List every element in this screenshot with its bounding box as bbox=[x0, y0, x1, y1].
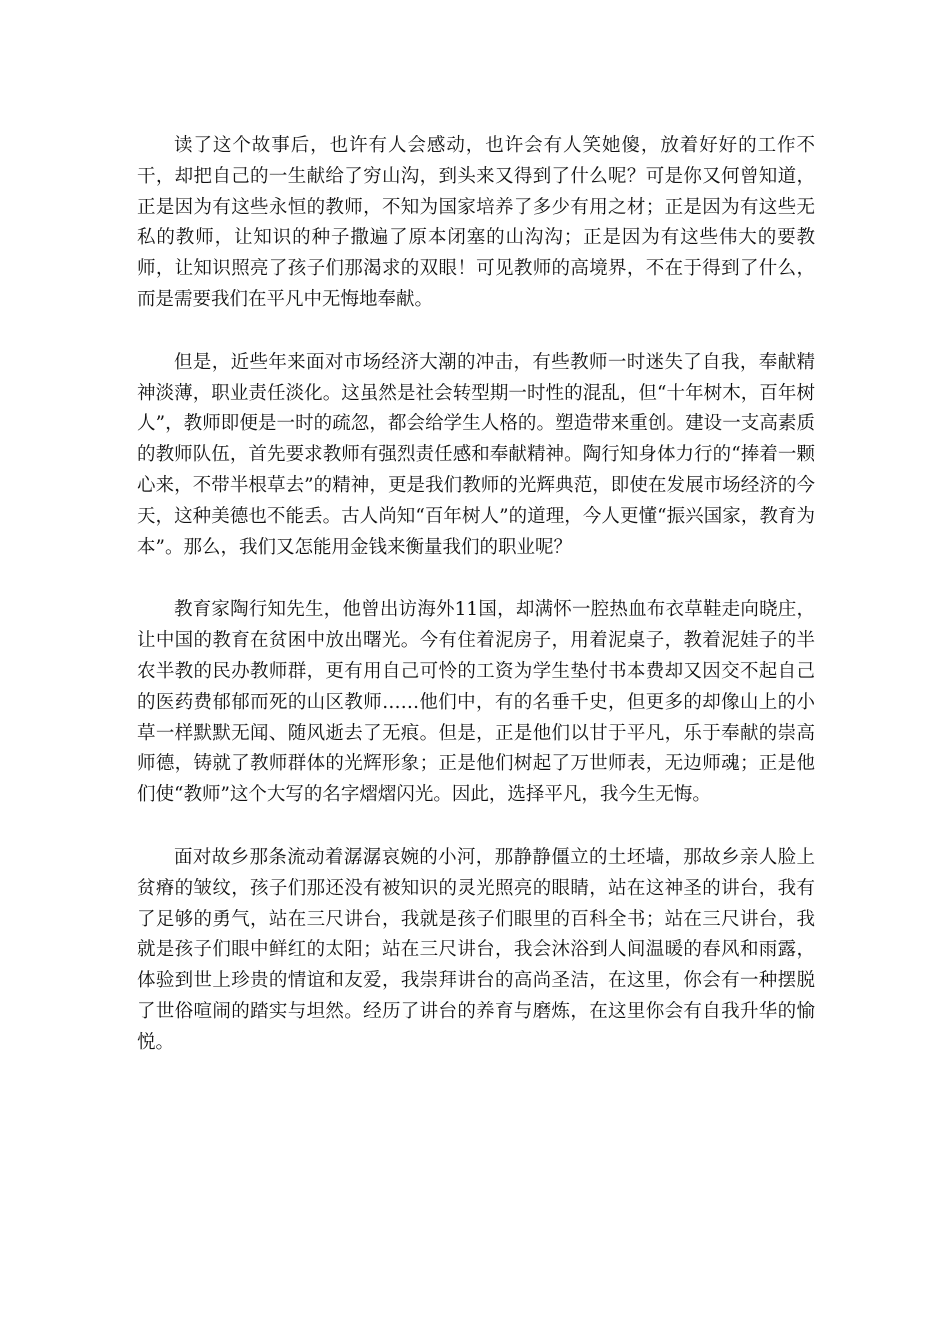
document-body bbox=[137, 131, 815, 1091]
paragraph-4: 面对故乡那条流动着潺潺哀婉的小河，那静静僵立的土坯墙，那故乡亲人脸上贫瘠的皱纹，孩子们那还没有被知识的灵光照亮的眼睛，站在这神圣的讲台，我有了足够的勇气，站在三尺讲台，我就是孩子们眼里的百科全书；站在三尺讲台，我就是孩子们眼中鲜红的太阳；站在三尺讲台，我会沐浴到人间温暖的春风和雨露，体验到世上珍贵的情谊和友爱，我崇拜讲台的高尚圣洁，在这里，你会有一种摆脱了世俗喧闹的踏实与坦然。经历了讲台的养育与磨炼，在这里你会有自我升华的愉悦。 bbox=[137, 846, 815, 1053]
paragraph-1: 读了这个故事后，也许有人会感动，也许会有人笑她傻，放着好好的工作不干，却把自己的一生献给了穷山沟，到头来又得到了什么呢？可是你又何曾知道，正是因为有这些永恒的教师，不知为国家培养了多少有用之材；正是因为有这些无私的教师，让知识的种子撒遍了原本闭塞的山沟沟；正是因为有这些伟大的要教师，让知识照亮了孩子们那渴求的双眼！可见教师的高境界，不在于得到了什么，而是需要我们在平凡中无悔地奉献。 bbox=[137, 135, 815, 310]
paragraph-3: 教育家陶行知先生，他曾出访海外11国，却满怀一腔热血布衣草鞋走向晓庄，让中国的教育在贫困中放出曙光。今有住着泥房子，用着泥桌子，教着泥娃子的半农半教的民办教师群，更有用自己可怜的工资为学生垫付书本费却又因交不起自己的医药费郁郁而死的山区教师……他们中，有的名垂千史，但更多的却像山上的小草一样默默无闻、随风逝去了无痕。但是，正是他们以甘于平凡，乐于奉献的崇高师德，铸就了教师群体的光辉形象；正是他们树起了万世师表，无边师魂；正是他们使“教师”这个大写的名字熠熠闪光。因此，选择平凡，我今生无悔。 bbox=[137, 599, 815, 806]
paragraph-2: 但是，近些年来面对市场经济大潮的冲击，有些教师一时迷失了自我，奉献精神淡薄，职业责任淡化。这虽然是社会转型期一时性的混乱，但“十年树木，百年树人”，教师即便是一时的疏忽，都会给学生人格的。塑造带来重创。建设一支高素质的教师队伍，首先要求教师有强烈责任感和奉献精神。陶行知身体力行的“捧着一颗心来，不带半根草去”的精神，更是我们教师的光辉典范，即使在发展市场经济的今天，这种美德也不能丢。古人尚知“百年树人”的道理，今人更懂“振兴国家，教育为本”。那么，我们又怎能用金钱来衡量我们的职业呢？ bbox=[137, 351, 815, 558]
